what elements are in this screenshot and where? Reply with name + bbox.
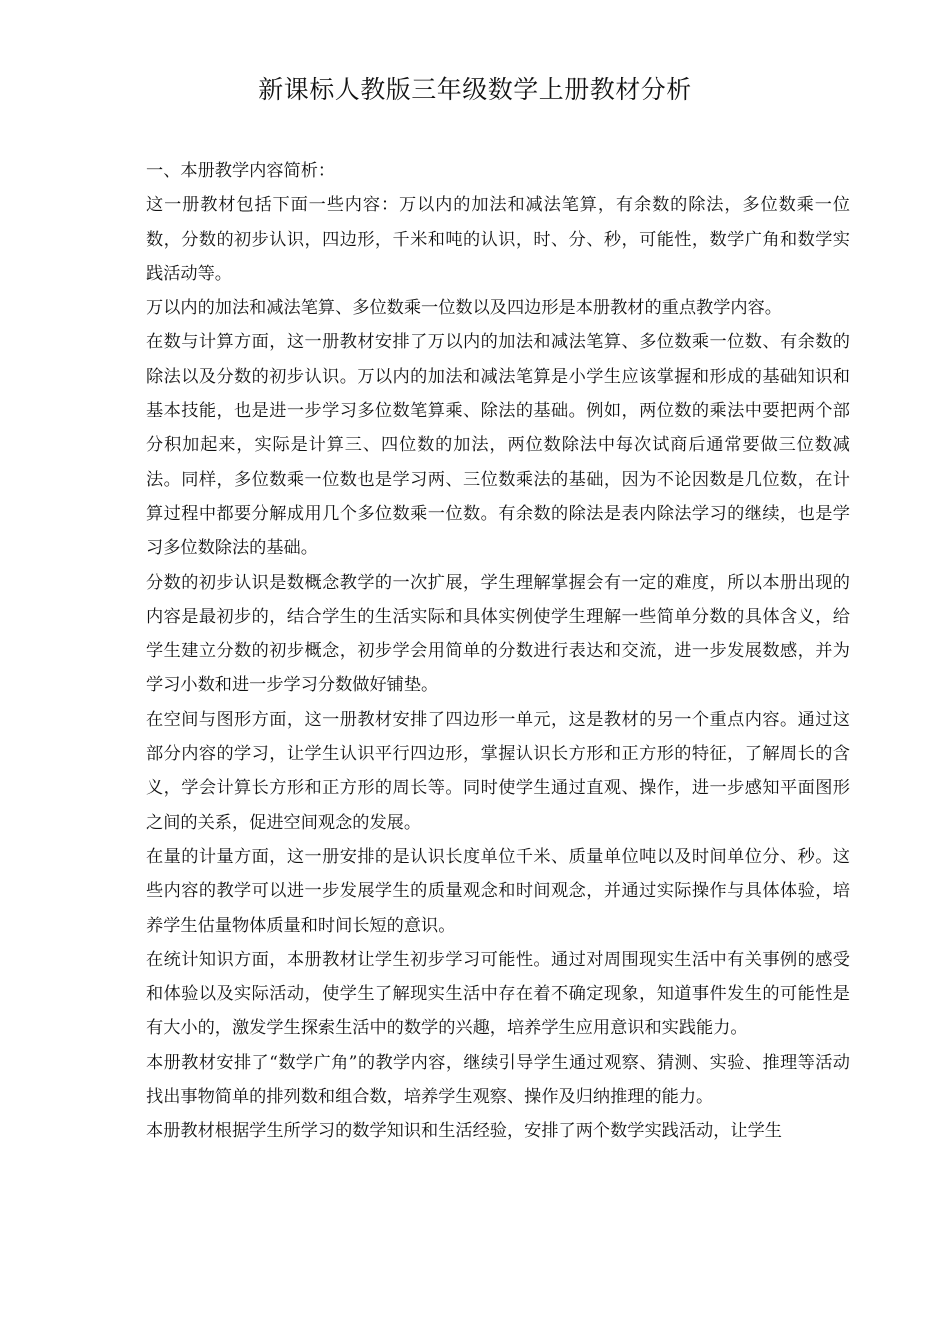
paragraph-space-geometry: 在空间与图形方面，这一册教材安排了四边形一单元，这是教材的另一个重点内容。通过这部分内容的学习，让学生认识平行四边形，掌握认识长方形和正方形的特征，了解周长的含义，学会计算长方形和正方形的周长等。同时使学生通过直观、操作，进一步感知平面图形之间的关系，促进空间观念的发展。 (146, 709, 850, 833)
paragraph-key-content: 万以内的加法和减法笔算、多位数乘一位数以及四边形是本册教材的重点教学内容。 (146, 298, 782, 319)
document-title: 新课标人教版三年级数学上册教材分析 (258, 75, 692, 104)
section-heading: 一、本册教学内容简析： (146, 161, 336, 181)
paragraph-math-corner: 本册教材安排了“数学广角”的教学内容，继续引导学生通过观察、猜测、实验、推理等活动找出事物简单的排列数和组合数，培养学生观察、操作及归纳推理的能力。 (146, 1052, 850, 1108)
document-body (146, 154, 850, 1149)
paragraph-fractions: 分数的初步认识是数概念教学的一次扩展，学生理解掌握会有一定的难度，所以本册出现的内容是最初步的，结合学生的生活实际和具体实例使学生理解一些简单分数的具体含义，给学生建立分数的初步概念，初步学会用简单的分数进行表达和交流，进一步发展数感，并为学习小数和进一步学习分数做好铺垫。 (146, 572, 850, 696)
paragraph-content-list: 这一册教材包括下面一些内容：万以内的加法和减法笔算，有余数的除法，多位数乘一位数，分数的初步认识，四边形，千米和吨的认识，时、分、秒，可能性，数学广角和数学实践活动等。 (146, 195, 850, 284)
paragraph-measurement: 在量的计量方面，这一册安排的是认识长度单位千米、质量单位吨以及时间单位分、秒。这些内容的教学可以进一步发展学生的质量观念和时间观念，并通过实际操作与具体体验，培养学生估量物体质量和时间长短的意识。 (146, 846, 850, 936)
paragraph-statistics: 在统计知识方面，本册教材让学生初步学习可能性。通过对周围现实生活中有关事例的感受和体验以及实际活动，使学生了解现实生活中存在着不确定现象，知道事件发生的可能性是有大小的，激发学生探索生活中的数学的兴趣，培养学生应用意识和实践能力。 (146, 949, 850, 1039)
paragraph-number-calculation: 在数与计算方面，这一册教材安排了万以内的加法和减法笔算、多位数乘一位数、有余数的除法以及分数的初步认识。万以内的加法和减法笔算是小学生应该掌握和形成的基础知识和基本技能，也是进一步学习多位数笔算乘、除法的基础。例如，两位数的乘法中要把两个部分积加起来，实际是计算三、四位数的加法，两位数除法中每次试商后通常要做三位数减法。同样，多位数乘一位数也是学习两、三位数乘法的基础，因为不论因数是几位数，在计算过程中都要分解成用几个多位数乘一位数。有余数的除法是表内除法学习的继续，也是学习多位数除法的基础。 (146, 332, 850, 559)
paragraph-practice-activities: 本册教材根据学生所学习的数学知识和生活经验，安排了两个数学实践活动，让学生 (146, 1121, 782, 1142)
